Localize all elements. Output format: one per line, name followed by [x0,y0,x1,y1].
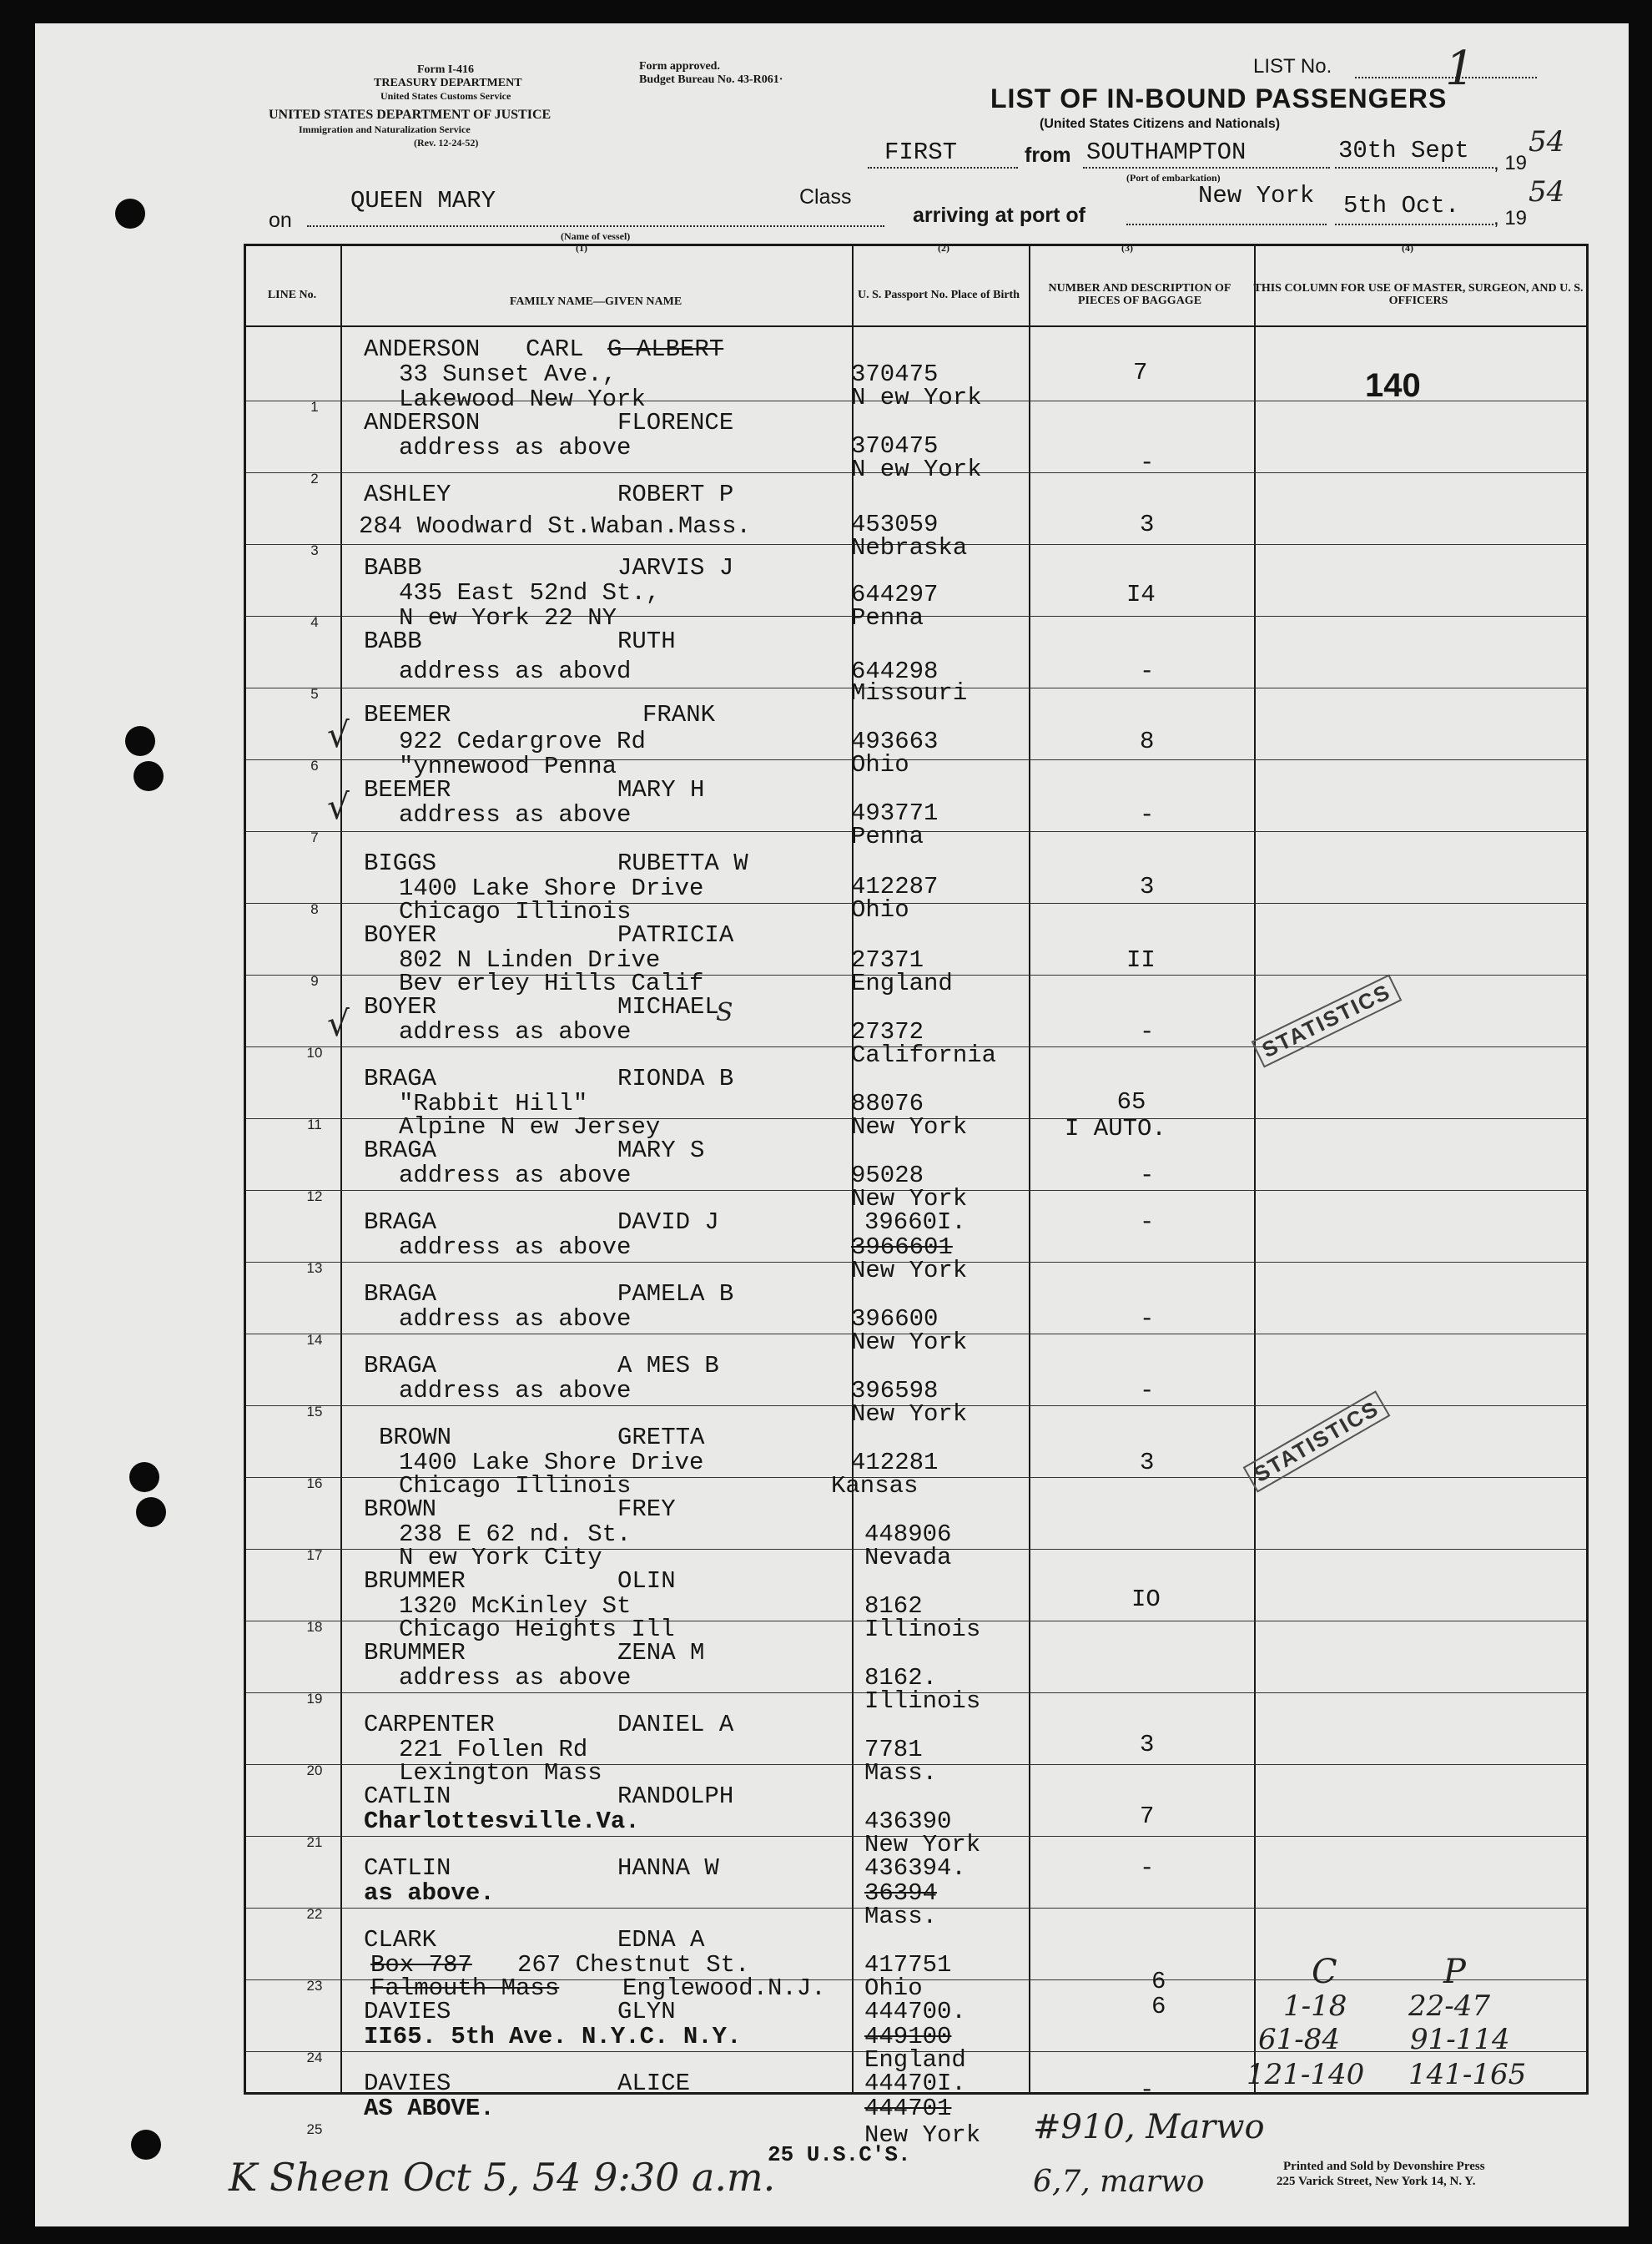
address-line-2: "ynnewood Penna [399,753,617,780]
hand-note-bottom: 6,7, marwo [1033,2165,1205,2199]
col-num-4: (4) [1402,242,1413,254]
place-of-birth: Penna [851,823,924,850]
baggage-auto: I AUTO. [1065,1115,1166,1142]
passport-number: 436394. [864,1854,966,1882]
passport-number: 7781 [864,1736,923,1763]
departure-year-prefix: , 19 [1493,152,1528,174]
address-line-1: Charlottesville.Va. [364,1808,640,1835]
punch-hole [136,1497,166,1527]
address-line-1: 33 Sunset Ave., [399,361,617,388]
officer-range: 22-47 [1408,1989,1491,2023]
given-name: HANNA W [617,1854,719,1882]
passport-number: 95028 [851,1162,924,1189]
passport-number: 27371 [851,946,924,974]
given-name: RUTH [617,628,676,655]
given-name: RANDOLPH [617,1783,734,1810]
baggage: 8 [1140,728,1155,755]
baggage: 3 [1140,1449,1155,1476]
passport-number: 44470I. [864,2070,966,2097]
check-mark-icon: √ [327,786,350,827]
given-name: GRETTA [617,1424,705,1451]
family-name: DAVIES [364,2070,451,2097]
line-number: 11 [307,1117,322,1132]
baggage: - [1140,1162,1155,1189]
form-number: Form I-416 [417,63,475,76]
embarkation-caption: (Port of embarkation) [1126,172,1221,184]
baggage: 3 [1140,873,1155,900]
officer-range: 141-165 [1408,2058,1527,2091]
family-name: BRAGA [364,1352,437,1379]
place-of-birth: New York [864,1831,981,1858]
family-name: CLARK [364,1926,437,1954]
address-line-1: 1400 Lake Shore Drive [399,1449,704,1476]
given-name: EDNA A [617,1926,705,1954]
family-name: BOYER [364,921,437,949]
statistics-stamp: STATISTICS [1252,974,1403,1067]
line-number: 7 [310,830,319,845]
given-name: A MES B [617,1352,719,1379]
place-of-birth: New York [851,1400,968,1428]
line-number: 5 [310,686,319,702]
address-line-1: as above. [364,1879,495,1907]
line-number: 18 [306,1619,323,1635]
arrival-year-prefix: , 19 [1493,207,1528,229]
given-name: FLORENCE [617,409,734,436]
given-name: PAMELA B [617,1280,734,1308]
address-line-1: 922 Cedargrove Rd [399,728,646,755]
baggage: II [1126,946,1156,974]
statute: 25 U.S.C'S. [768,2142,911,2167]
budget-bureau: Budget Bureau No. 43-R061· [639,73,783,86]
passport-number: 370475 [851,361,939,388]
class-label: Class [799,185,852,209]
family-name: BOYER [364,993,437,1021]
passport-number: 412287 [851,873,939,900]
place-of-birth: Penna [851,604,924,632]
line-number: 15 [306,1404,323,1420]
family-name: BROWN [364,1495,437,1523]
family-name: CATLIN [364,1854,451,1882]
address-line-1: address as above [399,801,632,829]
address-line-1: 435 East 52nd St., [399,579,661,607]
struck-passport-number: 36394 [864,1879,938,1907]
address-line-1: address as above [399,1233,632,1261]
page-title: LIST OF IN-BOUND PASSENGERS [990,83,1448,113]
place-of-birth: New York [851,1185,968,1213]
col-num-3: (3) [1121,242,1133,254]
given-name: FRANK [642,701,716,729]
place-of-birth: Nevada [864,1544,952,1571]
place-of-birth: Ohio [851,751,909,779]
baggage: - [1140,658,1155,685]
line-number: 10 [306,1045,323,1061]
place-of-birth: N ew York [851,384,982,411]
place-of-birth: Nebraska [851,534,968,562]
address-line-1: address as above [399,1664,632,1692]
given-name: GLYN [617,1998,676,2025]
header-line-no: LINE No. [267,289,317,301]
baggage: - [1140,1854,1155,1882]
check-mark-icon: √ [327,1003,350,1044]
family-name: BABB [364,628,422,655]
port-of-embarkation: SOUTHAMPTON [1086,139,1247,166]
passport-number: 436390 [864,1808,952,1835]
given-name: MARY S [617,1137,705,1164]
baggage: 3 [1140,511,1155,538]
form-approved: Form approved. [639,60,720,73]
baggage: 7 [1133,359,1148,386]
place-of-birth: Missouri [851,679,968,707]
punch-hole [129,1462,159,1492]
list-number-label: LIST No. [1253,55,1332,78]
given-name: ROBERT P [617,481,734,508]
place-of-birth: Ohio [851,896,909,924]
given-name: DAVID J [617,1208,719,1236]
departure-year: 54 [1529,125,1565,159]
baggage: I4 [1126,581,1156,608]
header-officers: THIS COLUMN FOR USE OF MASTER, SURGEON, AND U. S. OFFICERS [1253,282,1584,307]
officer-range: 121-140 [1247,2058,1365,2091]
family-name: BIGGS [364,850,437,877]
family-name: ANDERSON [364,409,481,436]
subtitle: (United States Citizens and Nationals) [1040,117,1281,131]
col-num-1: (1) [576,242,587,254]
family-name: BABB [364,554,422,582]
address-line-1: 221 Follen Rd [399,1736,588,1763]
family-name: BEEMER [364,776,451,804]
family-name: BRAGA [364,1280,437,1308]
line-number: 24 [306,2050,323,2065]
address-line-1: II65. 5th Ave. N.Y.C. N.Y. [364,2023,742,2050]
passport-number: 493663 [851,728,939,755]
address-line-2: Lexington Mass [399,1759,602,1787]
line-number: 17 [306,1547,323,1563]
arrival-year: 54 [1529,175,1565,209]
passport-number: 370475 [851,432,939,460]
address-line-1: address as above [399,1018,632,1046]
passport-number: 39660I. [864,1208,966,1236]
place-of-birth: Illinois [864,1616,981,1643]
given-name: OLIN [617,1567,676,1595]
passport-number: 88076 [851,1090,924,1117]
family-name: CATLIN [364,1783,451,1810]
passport-number: 8162 [864,1592,923,1620]
departure-date: 30th Sept [1338,137,1469,164]
family-name: BRUMMER [364,1639,466,1667]
vessel-name: QUEEN MARY [350,187,496,214]
family-name: BRUMMER [364,1567,466,1595]
family-name: ANDERSON [364,335,481,363]
baggage: - [1140,1208,1155,1236]
passport-number: 396598 [851,1377,939,1404]
line-number: 20 [306,1762,323,1778]
arriving-label: arriving at port of [913,204,1085,227]
hand-note-bottom: #910, Marwo [1033,2108,1265,2146]
address-line-2: Alpine N ew Jersey [399,1113,661,1141]
family-name: BRAGA [364,1137,437,1164]
place-of-birth: New York [864,2121,981,2149]
struck-passport-number: 449100 [864,2023,952,2050]
punch-hole [125,726,155,756]
address-line-2: Chicago Illinois [399,1472,632,1500]
address-line-1: AS ABOVE. [364,2095,495,2122]
header-name: FAMILY NAME—GIVEN NAME [509,295,682,308]
baggage: 3 [1140,1731,1155,1758]
passport-number: 448906 [864,1520,952,1548]
header-baggage: NUMBER AND DESCRIPTION OF PIECES OF BAGGAGE [1048,282,1231,307]
arrival-date: 5th Oct. [1343,192,1460,219]
baggage: - [1140,1018,1155,1046]
struck-given-name: G ALBERT [607,335,724,363]
officer-range: 1-18 [1283,1989,1347,2023]
list-number: 1 [1445,42,1475,96]
place-of-birth: New York [851,1113,968,1141]
revision: (Rev. 12-24-52) [414,137,479,149]
hand-note-s: S [716,998,733,1027]
family-name: BRAGA [364,1208,437,1236]
line-number: 9 [310,973,319,989]
passport-number: 412281 [851,1449,939,1476]
line-number: 2 [310,471,319,487]
signature-note: K Sheen Oct 5, 54 9:30 a.m. [229,2155,776,2200]
struck-passport-number: 444701 [864,2095,952,2122]
place-of-birth: Mass. [864,1903,938,1930]
struck-address-line-2: Falmouth Mass [370,1974,560,2002]
line-number: 14 [306,1332,323,1348]
baggage: IO [1131,1586,1161,1613]
address-line-1: address as above [399,1377,632,1404]
family-name: BROWN [379,1424,452,1451]
officer-range: 61-84 [1258,2023,1341,2056]
struck-address-line-1: Box 787 [370,1951,472,1979]
officer-note-c: C [1312,1953,1337,1991]
given-name: ALICE [617,2070,691,2097]
treasury-department: TREASURY DEPARTMENT [374,77,522,89]
line-number: 23 [306,1978,323,1994]
line-number: 3 [310,542,319,558]
passport-number: 396600 [851,1305,939,1333]
baggage: 6 [1151,1993,1166,2020]
address-line-2: N ew York 22 NY [399,604,617,632]
baggage: 7 [1140,1803,1155,1830]
place-of-birth: California [851,1041,997,1069]
place-of-birth: Illinois [864,1687,981,1715]
baggage: 65 [1116,1088,1146,1116]
passport-number: 8162. [864,1664,938,1692]
given-name: RUBETTA W [617,850,748,877]
printer-address: 225 Varick Street, New York 14, N. Y. [1277,2175,1476,2188]
officer-note-p: P [1443,1953,1466,1991]
place-of-birth: N ew York [851,456,982,483]
family-name: BEEMER [364,701,451,729]
baggage: - [1140,449,1155,477]
line-number: 8 [310,901,319,917]
address-line-1: 284 Woodward St.Waban.Mass. [359,512,751,540]
given-name: FREY [617,1495,676,1523]
place-of-birth: Mass. [864,1759,938,1787]
place-of-birth: England [851,970,953,997]
address-line-1: "Rabbit Hill" [399,1090,588,1117]
officer-count: 140 [1365,367,1421,404]
address-line-1: 1400 Lake Shore Drive [399,875,704,902]
baggage: - [1140,1377,1155,1404]
from-label: from [1025,144,1071,167]
address-line-2: Lakewood New York [399,386,646,413]
line-number: 19 [306,1691,323,1707]
given-name: JARVIS J [617,554,734,582]
line-number: 13 [306,1260,323,1276]
vessel-caption: (Name of vessel) [561,230,631,242]
class-value: FIRST [884,139,958,166]
check-mark-icon: √ [327,714,350,755]
line-number: 6 [310,758,319,774]
address-line-2: Chicago Illinois [399,898,632,925]
address-line-2: Chicago Heights Ill [399,1616,675,1643]
address-line-1: 1320 McKinley St [399,1592,632,1620]
address-line-2: Bev erley Hills Calif [399,970,704,997]
family-name: CARPENTER [364,1711,495,1738]
place-of-birth: Ohio [864,1974,923,2002]
baggage: - [1140,2076,1155,2104]
address-line-1: address as above [399,1305,632,1333]
header-passport: U. S. Passport No. Place of Birth [857,289,1020,301]
passport-number: 644298 [851,658,939,685]
address-line-1: 802 N Linden Drive [399,946,661,974]
address-line-1: address as above [399,434,632,461]
line-number: 1 [310,399,319,415]
given-name: DANIEL A [617,1711,734,1738]
officer-range: 91-114 [1410,2023,1510,2056]
passport-number: 444700. [864,1998,966,2025]
punch-hole [115,199,145,229]
place-of-birth: England [864,2046,966,2074]
passport-number: 644297 [851,581,939,608]
given-name: PATRICIA [617,921,734,949]
place-of-birth: Kansas [831,1472,919,1500]
address-line-1: 267 Chestnut St. [517,1951,750,1979]
printer-imprint: Printed and Sold by Devonshire Press [1283,2160,1485,2173]
punch-hole [131,2130,161,2160]
family-name: ASHLEY [364,481,451,508]
on-label: on [269,209,292,232]
address-line-1: 238 E 62 nd. St. [399,1520,632,1548]
punch-hole [133,761,164,791]
col-num-2: (2) [938,242,949,254]
port-of-arrival: New York [1198,182,1315,209]
address-line-1: address as above [399,1162,632,1189]
given-name: ZENA M [617,1639,705,1667]
passport-number: 417751 [864,1951,952,1979]
address-line-2: N ew York City [399,1544,602,1571]
baggage: 6 [1151,1968,1166,1995]
line-number: 12 [306,1188,323,1204]
line-number: 25 [306,2121,323,2137]
place-of-birth: New York [851,1257,968,1284]
address-line-1: address as abovd [399,658,632,685]
line-number: 16 [306,1475,323,1491]
immigration-service: Immigration and Naturalization Service [299,124,471,135]
statistics-stamp: STATISTICS [1243,1390,1391,1492]
given-name: CARL [526,335,584,363]
customs-service: United States Customs Service [380,90,511,102]
line-number: 4 [310,614,319,630]
justice-department: UNITED STATES DEPARTMENT OF JUSTICE [269,108,552,122]
line-number: 21 [306,1834,323,1850]
struck-passport-number: 3966601 [851,1233,953,1261]
place-of-birth: New York [851,1329,968,1356]
passport-number: 493771 [851,799,939,827]
baggage: - [1140,1305,1155,1333]
baggage: - [1140,801,1155,829]
family-name: DAVIES [364,1998,451,2025]
given-name: MICHAEL [617,993,719,1021]
passport-number: 453059 [851,511,939,538]
given-name: MARY H [617,776,705,804]
given-name: RIONDA B [617,1065,734,1092]
passport-number: 27372 [851,1018,924,1046]
family-name: BRAGA [364,1065,437,1092]
line-number: 22 [306,1906,323,1922]
address-line-2: Englewood.N.J. [622,1974,826,2002]
